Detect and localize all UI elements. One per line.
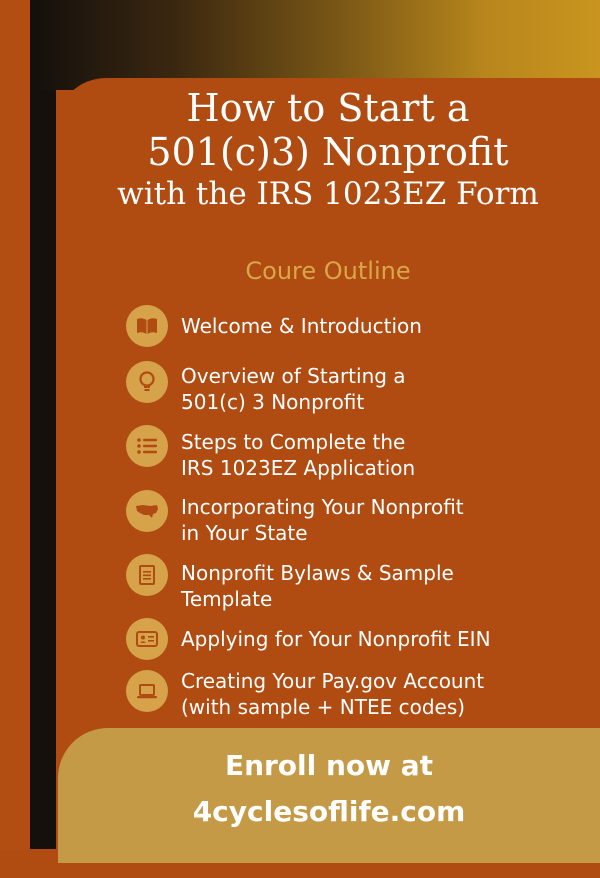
lightbulb-icon xyxy=(126,361,168,403)
id-card-icon xyxy=(126,618,168,660)
outline-item-text: Overview of Starting a 501(c) 3 Nonprofit xyxy=(181,364,406,414)
title-line-1: How to Start a xyxy=(186,86,470,130)
top-gradient-banner xyxy=(30,0,600,90)
outline-item-text: Steps to Complete the IRS 1023EZ Application xyxy=(181,430,416,480)
left-stripe xyxy=(0,0,30,849)
usa-map-icon xyxy=(126,490,168,532)
enroll-text: Enroll now at xyxy=(224,749,434,782)
outline-heading: Coure Outline xyxy=(245,257,411,285)
document-icon xyxy=(126,554,168,596)
list-icon xyxy=(126,425,168,467)
outline-item-text: Welcome & Introduction xyxy=(181,314,422,338)
outline-item-text: Incorporating Your Nonprofit in Your State xyxy=(181,495,464,545)
outline-item-text: Creating Your Pay.gov Account (with sample + NTEE codes) xyxy=(181,669,485,719)
title-line-3: with the IRS 1023EZ Form xyxy=(117,176,539,212)
page-title xyxy=(56,86,600,214)
outline-item-text: Applying for Your Nonprofit EIN xyxy=(181,627,491,651)
enroll-link[interactable]: 4cyclesoflife.com xyxy=(192,795,466,828)
laptop-icon xyxy=(126,670,168,712)
book-icon xyxy=(126,305,168,347)
outline-item-text: Nonprofit Bylaws & Sample Template xyxy=(181,561,454,611)
dark-band xyxy=(30,0,56,849)
title-line-2: 501(c)3) Nonprofit xyxy=(147,130,509,174)
